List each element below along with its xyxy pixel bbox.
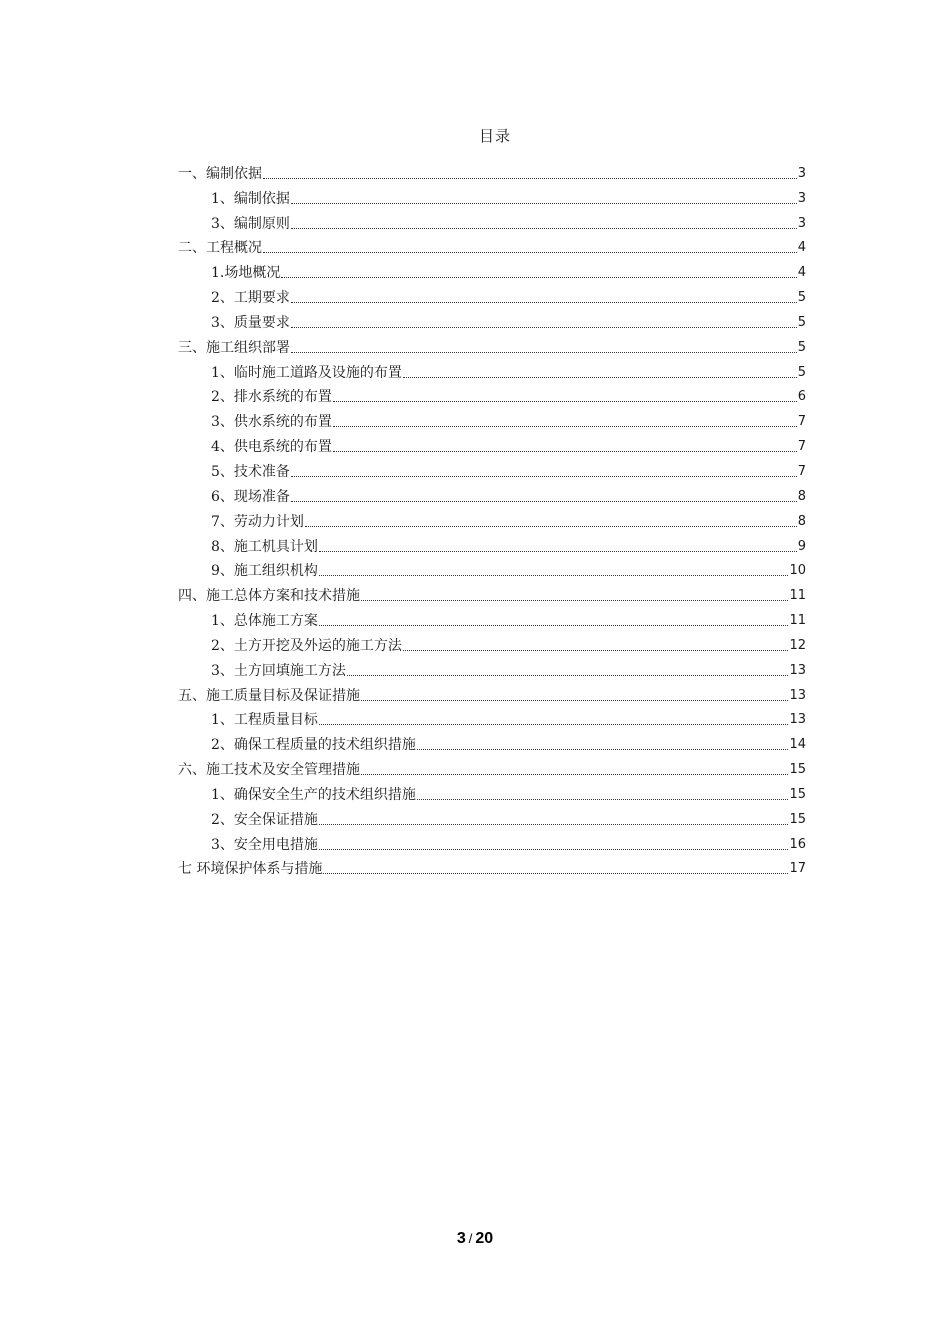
toc-dot-leader <box>333 401 797 402</box>
toc-entry-page-number: 15 <box>789 811 806 827</box>
toc-dot-leader <box>291 352 797 353</box>
toc-entry[interactable] <box>178 482 806 507</box>
toc-entry[interactable] <box>178 631 806 656</box>
toc-entry-page-number: 4 <box>797 265 806 281</box>
toc-entry-text: 2、排水系统的布置 <box>211 389 332 406</box>
toc-entry[interactable] <box>178 755 806 780</box>
toc-entry[interactable] <box>178 383 806 408</box>
toc-entry-text: 一、编制依据 <box>178 165 262 182</box>
toc-entry-page-number: 6 <box>797 389 806 405</box>
page-separator: / <box>468 1231 473 1246</box>
toc-entry[interactable] <box>178 780 806 805</box>
toc-entry-page-number: 3 <box>797 190 806 206</box>
toc-entry-page-number: 8 <box>797 513 806 529</box>
toc-entry[interactable] <box>178 532 806 557</box>
toc-dot-leader <box>291 476 797 477</box>
toc-dot-leader <box>323 873 788 874</box>
toc-entry[interactable] <box>178 855 806 880</box>
total-page-count: 20 <box>475 1230 494 1247</box>
toc-entry-text: 4、供电系统的布置 <box>211 439 332 456</box>
toc-entry[interactable] <box>178 606 806 631</box>
toc-entry-page-number: 8 <box>797 488 806 504</box>
toc-entry-text: 1、工程质量目标 <box>211 712 318 729</box>
toc-entry-text: 2、工期要求 <box>211 290 290 307</box>
toc-entry-page-number: 12 <box>789 637 806 653</box>
toc-entry-text: 2、土方开挖及外运的施工方法 <box>211 637 402 654</box>
toc-entry[interactable] <box>178 830 806 855</box>
toc-entry[interactable] <box>178 706 806 731</box>
toc-entry-page-number: 11 <box>789 588 806 604</box>
toc-entry-page-number: 5 <box>797 290 806 306</box>
toc-entry-text: 3、编制原则 <box>211 215 290 232</box>
toc-entry-page-number: 3 <box>797 215 806 231</box>
toc-dot-leader <box>417 749 789 750</box>
toc-entry[interactable] <box>178 457 806 482</box>
toc-entry-text: 6、现场准备 <box>211 488 290 505</box>
toc-entry-text: 3、土方回填施工方法 <box>211 662 346 679</box>
toc-entry-page-number: 7 <box>797 463 806 479</box>
toc-entry-text: 1.场地概况 <box>211 265 281 282</box>
toc-entry-page-number: 7 <box>797 439 806 455</box>
toc-entry-text: 三、施工组织部署 <box>178 339 290 356</box>
toc-entry-text: 3、安全用电措施 <box>211 836 318 853</box>
toc-entry-text: 3、质量要求 <box>211 314 290 331</box>
toc-entry-page-number: 13 <box>789 662 806 678</box>
toc-entry-text: 四、施工总体方案和技术措施 <box>178 588 360 605</box>
current-page-number: 3 <box>456 1230 466 1247</box>
toc-entry-text: 1、临时施工道路及设施的布置 <box>211 364 402 381</box>
toc-entry-page-number: 3 <box>797 165 806 181</box>
toc-dot-leader <box>417 799 789 800</box>
toc-entry-page-number: 5 <box>797 339 806 355</box>
toc-dot-leader <box>403 377 797 378</box>
toc-entry-text: 7、劳动力计划 <box>211 513 304 530</box>
toc-entry-text: 2、安全保证措施 <box>211 811 318 828</box>
toc-entry[interactable] <box>178 730 806 755</box>
toc-dot-leader <box>319 575 789 576</box>
toc-entry[interactable] <box>178 234 806 259</box>
toc-entry-page-number: 5 <box>797 314 806 330</box>
toc-dot-leader <box>281 277 796 278</box>
toc-dot-leader <box>361 700 788 701</box>
toc-dot-leader <box>361 600 788 601</box>
toc-entry-text: 六、施工技术及安全管理措施 <box>178 762 360 779</box>
toc-dot-leader <box>361 774 788 775</box>
toc-dot-leader <box>347 675 789 676</box>
toc-entry-page-number: 13 <box>789 687 806 703</box>
toc-dot-leader <box>319 824 789 825</box>
toc-entry-text: 3、供水系统的布置 <box>211 414 332 431</box>
toc-dot-leader <box>319 625 789 626</box>
toc-entry[interactable] <box>178 407 806 432</box>
toc-entry-page-number: 9 <box>797 538 806 554</box>
toc-entry-page-number: 15 <box>789 786 806 802</box>
toc-entry[interactable] <box>178 805 806 830</box>
toc-entry-text: 8、施工机具计划 <box>211 538 318 555</box>
toc-dot-leader <box>291 203 797 204</box>
toc-entry-text: 五、施工质量目标及保证措施 <box>178 687 360 704</box>
toc-entry[interactable] <box>178 581 806 606</box>
toc-entry[interactable] <box>178 258 806 283</box>
toc-entry[interactable] <box>178 209 806 234</box>
toc-entry-page-number: 17 <box>789 861 806 877</box>
toc-entry-text: 1、总体施工方案 <box>211 613 318 630</box>
toc-entry-page-number: 7 <box>797 414 806 430</box>
toc-dot-leader <box>291 302 797 303</box>
toc-entry[interactable] <box>178 681 806 706</box>
toc-entry-text: 七 环境保护体系与措施 <box>178 861 323 878</box>
toc-entry[interactable] <box>178 557 806 582</box>
toc-dot-leader <box>291 501 797 502</box>
toc-entry[interactable] <box>178 283 806 308</box>
toc-entry-page-number: 15 <box>789 762 806 778</box>
toc-entry-text: 1、确保安全生产的技术组织措施 <box>211 786 416 803</box>
toc-entry[interactable] <box>178 184 806 209</box>
toc-entry-page-number: 14 <box>789 737 806 753</box>
toc-entry-page-number: 16 <box>789 836 806 852</box>
toc-entry[interactable] <box>178 507 806 532</box>
toc-dot-leader <box>403 650 789 651</box>
toc-dot-leader <box>319 724 789 725</box>
toc-entry-text: 9、施工组织机构 <box>211 563 318 580</box>
toc-dot-leader <box>291 327 797 328</box>
toc-dot-leader <box>319 849 789 850</box>
toc-dot-leader <box>319 551 797 552</box>
toc-entry-page-number: 11 <box>789 613 806 629</box>
toc-title: 目录 <box>478 127 511 145</box>
toc-entry-text: 1、编制依据 <box>211 190 290 207</box>
toc-dot-leader <box>291 228 797 229</box>
toc-entry[interactable] <box>178 333 806 358</box>
toc-entry-page-number: 5 <box>797 364 806 380</box>
toc-entry-page-number: 10 <box>789 563 806 579</box>
toc-dot-leader <box>333 426 797 427</box>
toc-entry[interactable] <box>178 432 806 457</box>
page-footer <box>0 1230 950 1248</box>
toc-entry-text: 2、确保工程质量的技术组织措施 <box>211 737 416 754</box>
toc-dot-leader <box>333 451 797 452</box>
toc-entry-page-number: 4 <box>797 240 806 256</box>
toc-entry[interactable] <box>178 358 806 383</box>
toc-entry-page-number: 13 <box>789 712 806 728</box>
toc-entry-text: 二、工程概况 <box>178 240 262 257</box>
toc-dot-leader <box>305 526 797 527</box>
toc-entry[interactable] <box>178 656 806 681</box>
toc-entry-text: 5、技术准备 <box>211 463 290 480</box>
toc-entry[interactable] <box>178 159 806 184</box>
toc-dot-leader <box>263 178 797 179</box>
toc-entry[interactable] <box>178 308 806 333</box>
toc-dot-leader <box>263 252 797 253</box>
table-of-contents <box>178 159 806 879</box>
